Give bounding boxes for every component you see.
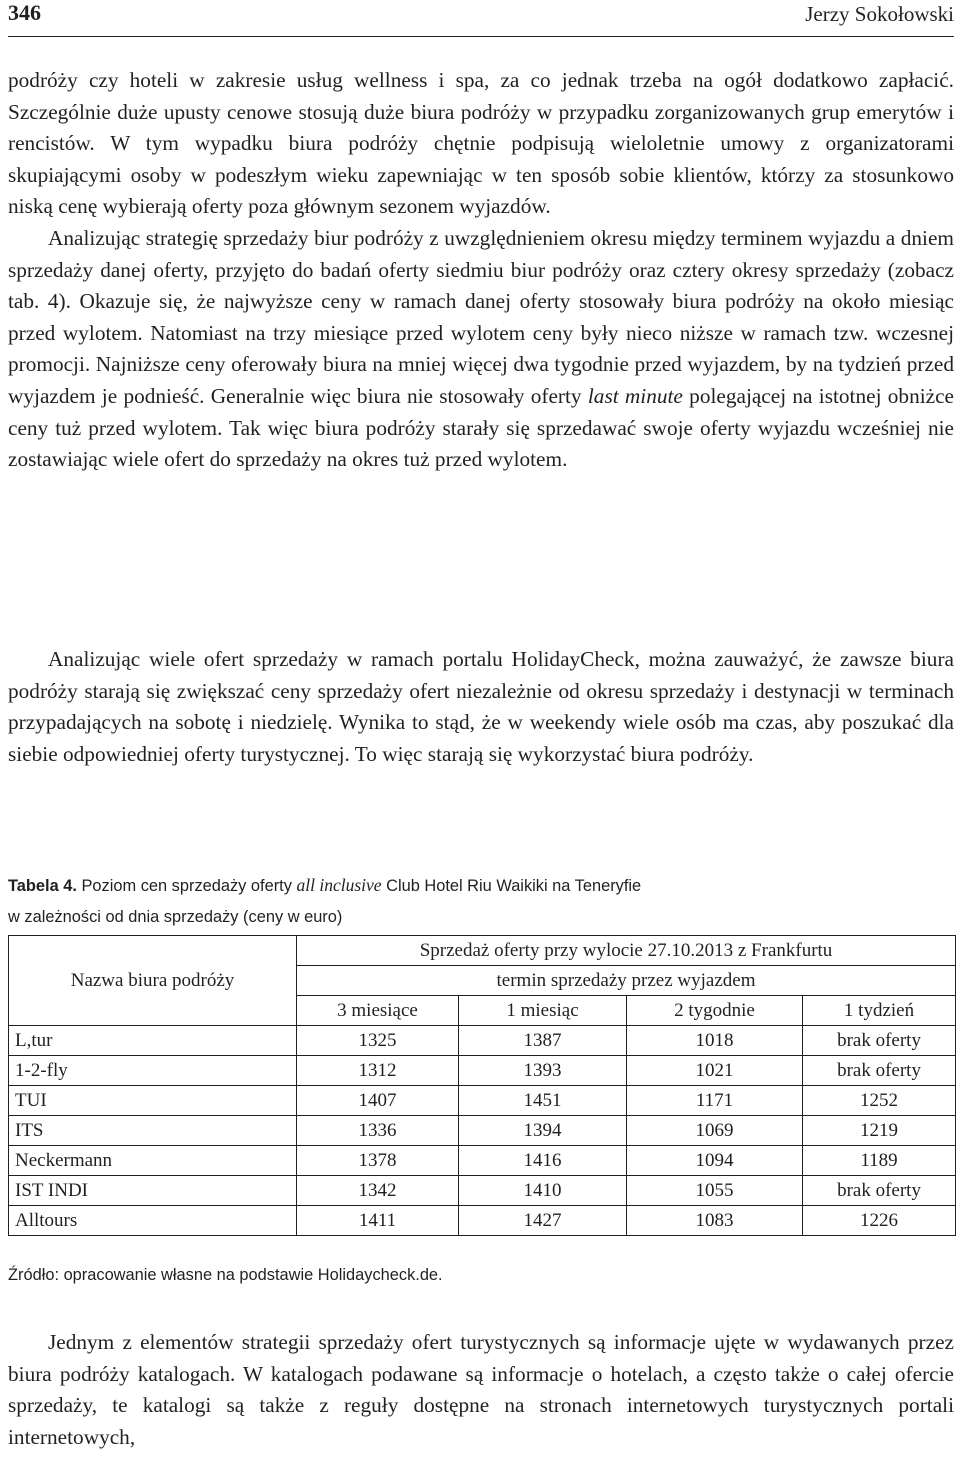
price-cell: 1083: [627, 1206, 803, 1236]
table-header-agency-name: Nazwa biura podróży: [9, 936, 297, 1026]
paragraph-3: Analizując wiele ofert sprzedaży w ramach portalu HolidayCheck, można zauważyć, że zawsze biura podróży starają się zwiększać ceny sprzedaży ofert niezależnie od okresu sprzedaży i destynacji w terminach przypadających na sobotę i niedzielę. Wynika to stąd, że w weekendy wiele osób ma czas, aby poszukać dla siebie odpowiedniej oferty turystycznej. To więc starają się wykorzystać biura podróży.: [8, 647, 954, 766]
paragraph-1: podróży czy hoteli w zakresie usług wellness i spa, za co jednak trzeba na ogół dodatkowo zapłacić. Szczególnie duże upusty cenowe stosują duże biura podróży w przypadku zorganizowanych grup emerytów i rencistów. W tym wypadku biura podróży chętnie podpisują wieloletnie umowy z organizatorami skupiającymi osoby w podeszłym wieku zapewniając w ten sposób sobie klientów, którzy za stosunkowo niską cenę wybierają oferty poza głównym sezonem wyjazdów.: [8, 68, 954, 219]
agency-name: ITS: [9, 1116, 297, 1146]
price-cell: 1407: [297, 1086, 459, 1116]
text-block-upper: [8, 65, 954, 476]
price-cell: 1393: [459, 1056, 627, 1086]
table-caption-label: Tabela 4.: [8, 877, 77, 895]
price-cell: 1451: [459, 1086, 627, 1116]
price-cell: 1410: [459, 1176, 627, 1206]
table-row: [9, 1116, 956, 1146]
table-row: [9, 1176, 956, 1206]
table-source-note: Źródło: opracowanie własne na podstawie Holidaycheck.de.: [8, 1266, 443, 1284]
price-cell: 1427: [459, 1206, 627, 1236]
table-caption: [8, 869, 954, 934]
table-caption-text-after: Club Hotel Riu Waikiki na Teneryfie: [381, 877, 642, 895]
price-cell: 1018: [627, 1026, 803, 1056]
price-cell: 1378: [297, 1146, 459, 1176]
price-cell: 1226: [803, 1206, 956, 1236]
price-cell: 1312: [297, 1056, 459, 1086]
paragraph-2-italic: last minute: [587, 383, 683, 408]
price-cell: 1252: [803, 1086, 956, 1116]
paragraph-2-part-2: polegającej na istotnej obniżce ceny tuż przed wylotem. Tak więc biura podróży starały się sprzedawać swoje oferty wyjazdu wcześniej nie zostawiając wiele ofert do sprzedaży na okres tuż przed wylotem.: [8, 383, 954, 472]
running-head-author: Jerzy Sokołowski: [805, 2, 954, 26]
table-caption-italic: all inclusive: [296, 875, 382, 895]
table-caption-line-1: [8, 869, 954, 903]
agency-name: 1-2-fly: [9, 1056, 297, 1086]
paragraph-2: [8, 223, 954, 476]
price-cell: 1387: [459, 1026, 627, 1056]
price-cell: 1342: [297, 1176, 459, 1206]
table-header-sale-term: termin sprzedaży przez wyjazdem: [297, 966, 956, 996]
table-header-col-3-months: 3 miesiące: [297, 996, 459, 1026]
price-cell: 1416: [459, 1146, 627, 1176]
table-row: [9, 1206, 956, 1236]
agency-name: Neckermann: [9, 1146, 297, 1176]
price-cell: 1325: [297, 1026, 459, 1056]
price-cell: 1411: [297, 1206, 459, 1236]
price-cell: brak oferty: [803, 1026, 956, 1056]
table-header-col-2-weeks: 2 tygodnie: [627, 996, 803, 1026]
paragraph-2-part-1: Analizując strategię sprzedaży biur podróży z uwzględnieniem okresu między terminem wyjazdu a dniem sprzedaży danej oferty, przyjęto do badań oferty siedmiu biur podróży oraz cztery okresy sprzedaży (zobacz tab. 4). Okazuje się, że najwyższe ceny w ramach danej oferty stosowały biura podróży na około miesiąc przed wylotem. Natomiast na trzy miesiące przed wylotem ceny były nieco niższe w ramach tzw. wczesnej promocji. Najniższe ceny oferowały biura na mniej więcej dwa tygodnie przed wyjazdem, by na tydzień przed wyjazdem je podnieść. Generalnie więc biura nie stosowały oferty: [8, 225, 954, 408]
price-cell: 1336: [297, 1116, 459, 1146]
table-caption-line-2: w zależności od dnia sprzedaży (ceny w euro): [8, 908, 343, 926]
price-cell: 1171: [627, 1086, 803, 1116]
table-header-sale-group: Sprzedaż oferty przy wylocie 27.10.2013 z Frankfurtu: [297, 936, 956, 966]
price-cell: 1219: [803, 1116, 956, 1146]
price-cell: 1189: [803, 1146, 956, 1176]
agency-name: TUI: [9, 1086, 297, 1116]
price-table: [8, 935, 956, 1236]
table-header-col-1-week: 1 tydzień: [803, 996, 956, 1026]
page-number: 346: [8, 0, 41, 25]
page-header: [8, 0, 954, 37]
table-row: [9, 1146, 956, 1176]
paragraph-4: Jednym z elementów strategii sprzedaży ofert turystycznych są informacje ujęte w wydawanych przez biura podróży katalogach. W katalogach podawane są informacje o hotelach, a często także o całej ofercie sprzedaży, te katalogi są także z reguły dostępne na stronach internetowych turystycznych portali internetowych,: [8, 1330, 954, 1449]
agency-name: Alltours: [9, 1206, 297, 1236]
price-cell: brak oferty: [803, 1056, 956, 1086]
table-header-col-1-month: 1 miesiąc: [459, 996, 627, 1026]
text-block-lower: [8, 1327, 954, 1453]
price-cell: 1021: [627, 1056, 803, 1086]
table-row: [9, 1086, 956, 1116]
agency-name: L,tur: [9, 1026, 297, 1056]
table-row: [9, 1026, 956, 1056]
price-cell: brak oferty: [803, 1176, 956, 1206]
price-cell: 1069: [627, 1116, 803, 1146]
text-block-middle: [8, 644, 954, 770]
price-cell: 1094: [627, 1146, 803, 1176]
agency-name: IST INDI: [9, 1176, 297, 1206]
table-row: [9, 1056, 956, 1086]
price-cell: 1394: [459, 1116, 627, 1146]
table-caption-text-before: Poziom cen sprzedaży oferty: [76, 877, 297, 895]
price-cell: 1055: [627, 1176, 803, 1206]
